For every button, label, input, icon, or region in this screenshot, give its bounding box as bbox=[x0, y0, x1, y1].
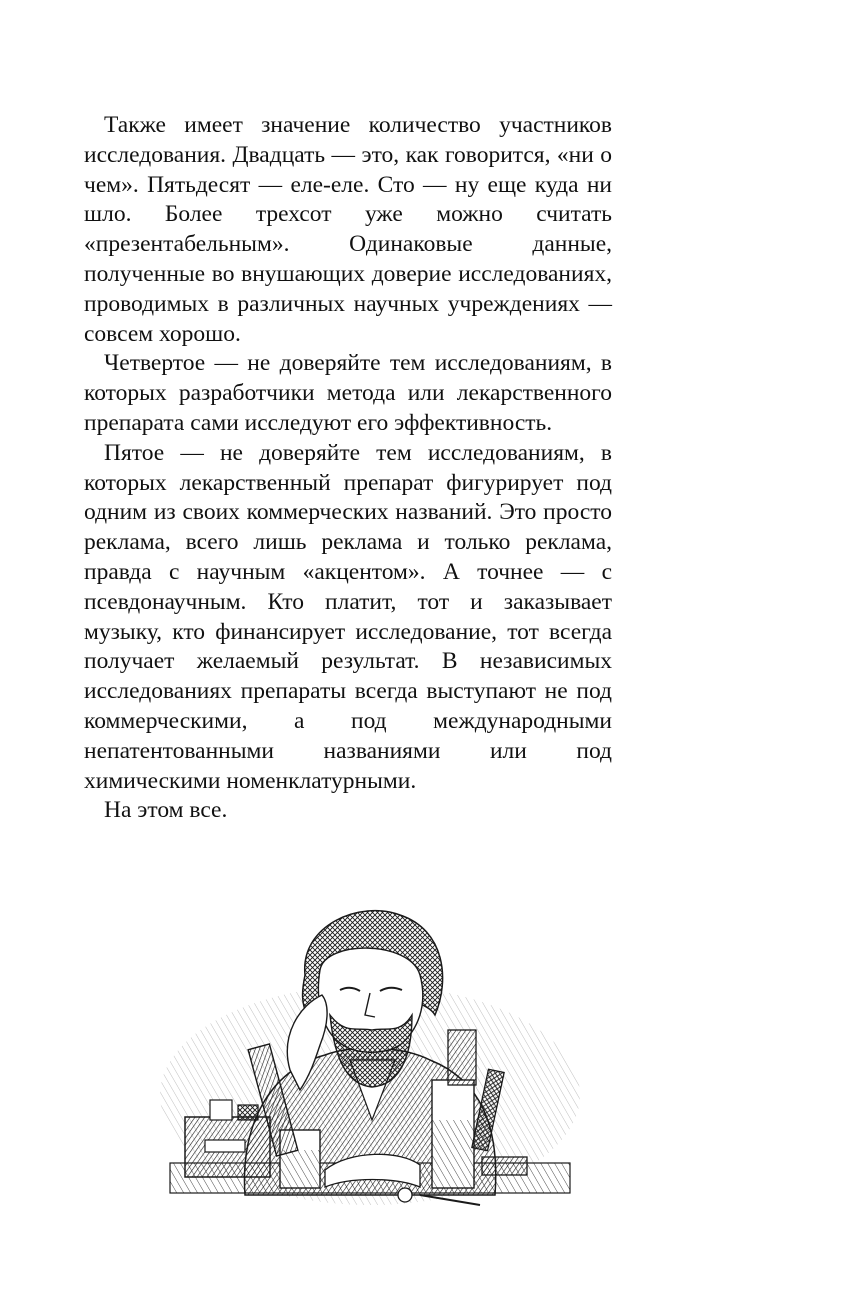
engraving-illustration bbox=[150, 895, 590, 1225]
paragraph-fourth: Четвертое — не доверяйте тем исследованиям, в которых разработчики метода или лекарственного препарата сами исследуют его эффективность. bbox=[84, 350, 612, 436]
paragraph-fifth: Пятое — не доверяйте тем исследованиям, в которых лекарственный препарат фигурирует под одним из своих коммерческих названий. Это просто реклама, всего лишь реклама и только реклама, правда с научным «акцентом». А точнее — с псевдонаучным. Кто платит, тот и заказывает музыку, кто финансирует исследование, тот всегда получает желаемый результат. В независимых исследованиях препараты всегда выступают не под коммерческими, а под международными непатентованными названиями или под химическими номенклатурными. bbox=[84, 439, 612, 794]
engraving-scientist-at-desk-icon bbox=[150, 895, 590, 1225]
body-text bbox=[84, 111, 612, 826]
paragraph-closing: На этом все. bbox=[104, 797, 228, 824]
paragraph-participants: Также имеет значение количество участников исследования. Двадцать — это, как говорится, «ни о чем». Пятьдесят — еле-еле. Сто — ну еще куда ни шло. Более трехсот уже можно считать «презентабельным». Одинаковые данные, полученные во внушающих доверие исследованиях, проводимых в различных научных учреждениях — совсем хорошо. bbox=[84, 112, 612, 347]
